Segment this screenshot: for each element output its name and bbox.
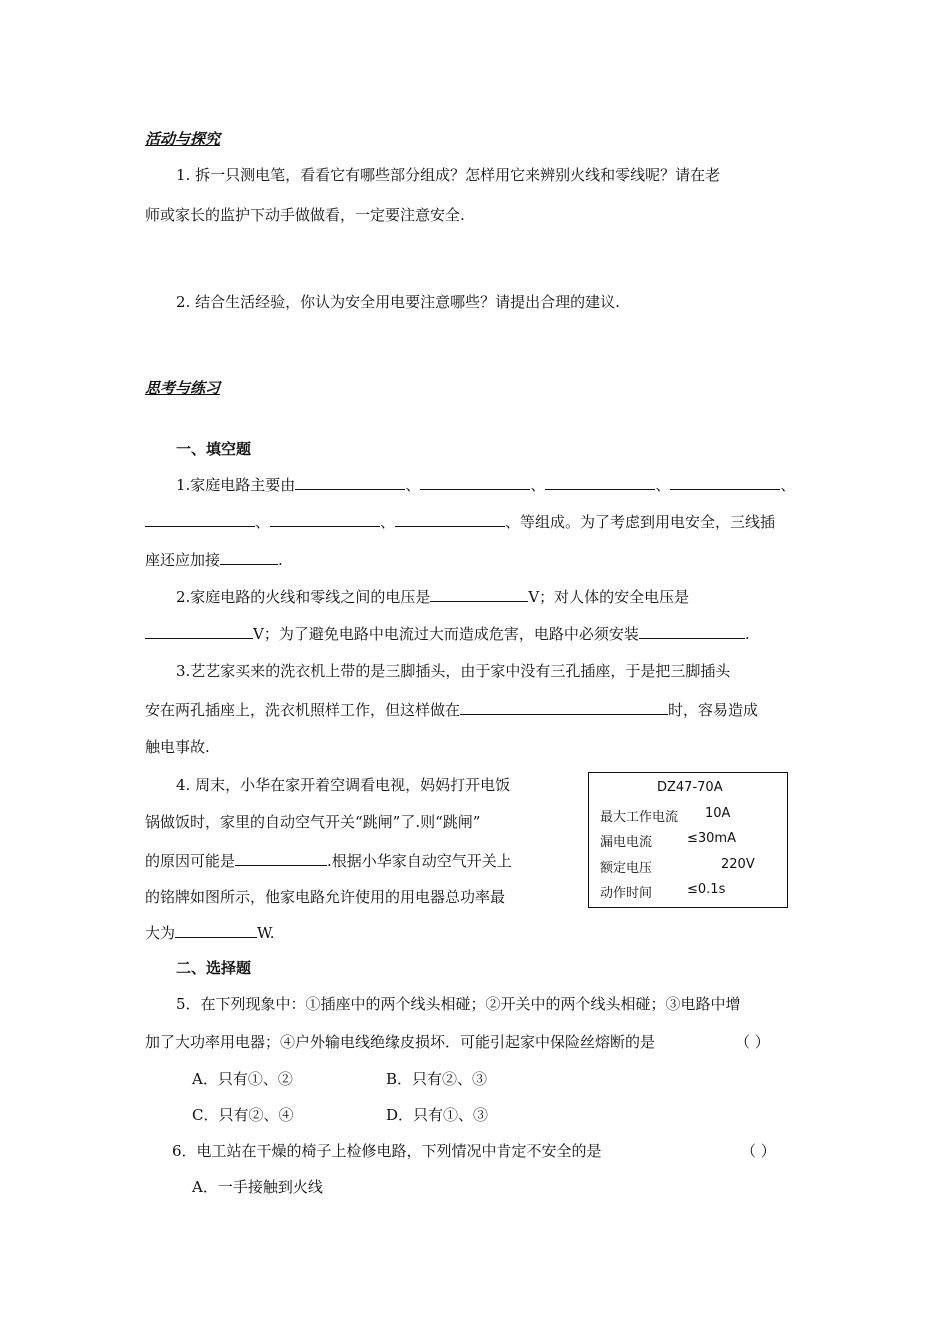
separator: 、 [655,476,671,494]
fill4-blank-2[interactable] [175,921,257,938]
separator: 、 [780,476,796,494]
nameplate-label-voltage: 额定电压 [600,861,653,876]
fill1-prefix: 1.家庭电路主要由 [176,476,296,494]
fill4-line4: 的铭牌如图所示，他家电路允许使用的用电器总功率最 [145,888,506,906]
fill3-line2 [145,698,758,720]
fill1-blank-7[interactable] [395,510,505,527]
nameplate-value-leak-current: ≤30mA [687,831,736,846]
activity-q1-line1: 1. 拆一只测电笔，看看它有哪些部分组成？怎样用它来辨别火线和零线呢？请在老 [176,166,721,184]
fill4-line3-prefix: 的原因可能是 [145,852,236,870]
fill2-blank-1[interactable] [430,585,528,602]
fill3-line1: 3.艺艺家买来的洗衣机上带的是三脚插头，由于家中没有三孔插座，于是把三脚插头 [176,662,731,680]
fill1-blank-2[interactable] [420,473,530,490]
nameplate-model: DZ47-70A [657,780,723,795]
fill2-blank-3[interactable] [639,622,745,639]
q5-line2 [145,1031,655,1052]
fill4-blank-1[interactable] [235,849,327,866]
fill2-line2 [145,622,750,644]
nameplate-value-voltage: 220V [721,857,755,872]
fill3-line2-suffix: 时，容易造成 [668,701,759,719]
nameplate-value-trip-time: ≤0.1s [687,882,726,897]
q5-option-c[interactable]: C．只有②、④ [192,1106,294,1124]
breaker-nameplate [588,772,788,908]
q5-line1: 5．在下列现象中：①插座中的两个线头相碰；②开关中的两个线头相碰；③电路中增 [176,995,741,1013]
q6-answer-parentheses[interactable]: （ ） [741,1142,776,1160]
choice-heading: 二、选择题 [176,959,252,977]
fill1-line2-tail: 、等组成。为了考虑到用电安全，三线插 [505,513,776,531]
fill1-line2 [145,510,775,532]
period: . [744,625,750,643]
activity-q1-line2: 师或家长的监护下动手做做看，一定要注意安全. [145,206,465,224]
fill3-line2-prefix: 安在两孔插座上，洗衣机照样工作，但这样做在 [145,701,461,719]
nameplate-label-leak-current: 漏电电流 [600,835,653,850]
fill4-line2: 锅做饭时，家里的自动空气开关“跳闸”了.则“跳闸” [145,813,481,831]
fill2-line1 [176,585,689,607]
fill1-line3 [145,548,283,570]
fill4-line3 [145,849,512,871]
separator: 、 [380,513,396,531]
activity-q2-line1: 2. 结合生活经验，你认为安全用电要注意哪些？请提出合理的建议. [176,293,620,311]
nameplate-label-trip-time: 动作时间 [600,886,653,901]
fill4-line5-prefix: 大为 [145,924,176,942]
fill3-blank[interactable] [460,698,668,715]
fill3-line3: 触电事故. [145,738,210,756]
fill1-blank-3[interactable] [545,473,655,490]
period: . [278,551,283,569]
fill1-blank-4[interactable] [670,473,780,490]
fill4-line3-suffix: .根据小华家自动空气开关上 [327,852,512,870]
fill1-blank-1[interactable] [295,473,405,490]
fill1-blank-5[interactable] [145,510,255,527]
fill4-line5-suffix: W. [257,924,275,942]
section-title-activity: 活动与探究 [145,130,221,148]
fill2-mid: V；对人体的安全电压是 [528,588,690,606]
separator: 、 [530,476,546,494]
section-title-practice: 思考与练习 [145,379,221,397]
fill4-line5 [145,921,275,943]
q6-option-a[interactable]: A．一手接触到火线 [192,1178,323,1196]
q5-answer-parentheses[interactable]: （ ） [735,1033,770,1051]
separator: 、 [405,476,421,494]
fill4-line1: 4. 周末，小华在家开着空调看电视，妈妈打开电饭 [176,776,511,794]
nameplate-label-max-current: 最大工作电流 [600,810,679,825]
fill1-blank-8[interactable] [220,548,278,565]
q5-option-d[interactable]: D．只有①、③ [386,1106,489,1124]
fill2-blank-2[interactable] [145,622,253,639]
q5-option-a[interactable]: A．只有①、② [192,1070,293,1088]
nameplate-value-max-current: 10A [705,806,731,821]
fill1-line1 [176,473,795,495]
separator: 、 [255,513,271,531]
q5-option-b[interactable]: B．只有②、③ [386,1070,488,1088]
fill1-line3-prefix: 座还应加接 [145,551,221,569]
fill-in-heading: 一、填空题 [176,440,252,458]
fill2-prefix: 2.家庭电路的火线和零线之间的电压是 [176,588,431,606]
fill1-blank-6[interactable] [270,510,380,527]
fill2-line2-mid: V；为了避免电路中电流过大而造成危害，电路中必须安装 [253,625,639,643]
q6-line1: 6．电工站在干燥的椅子上检修电路，下列情况中肯定不安全的是 [172,1142,602,1160]
q5-line2-text: 加了大功率用电器；④户外输电线绝缘皮损坏．可能引起家中保险丝熔断的是 [145,1033,656,1051]
